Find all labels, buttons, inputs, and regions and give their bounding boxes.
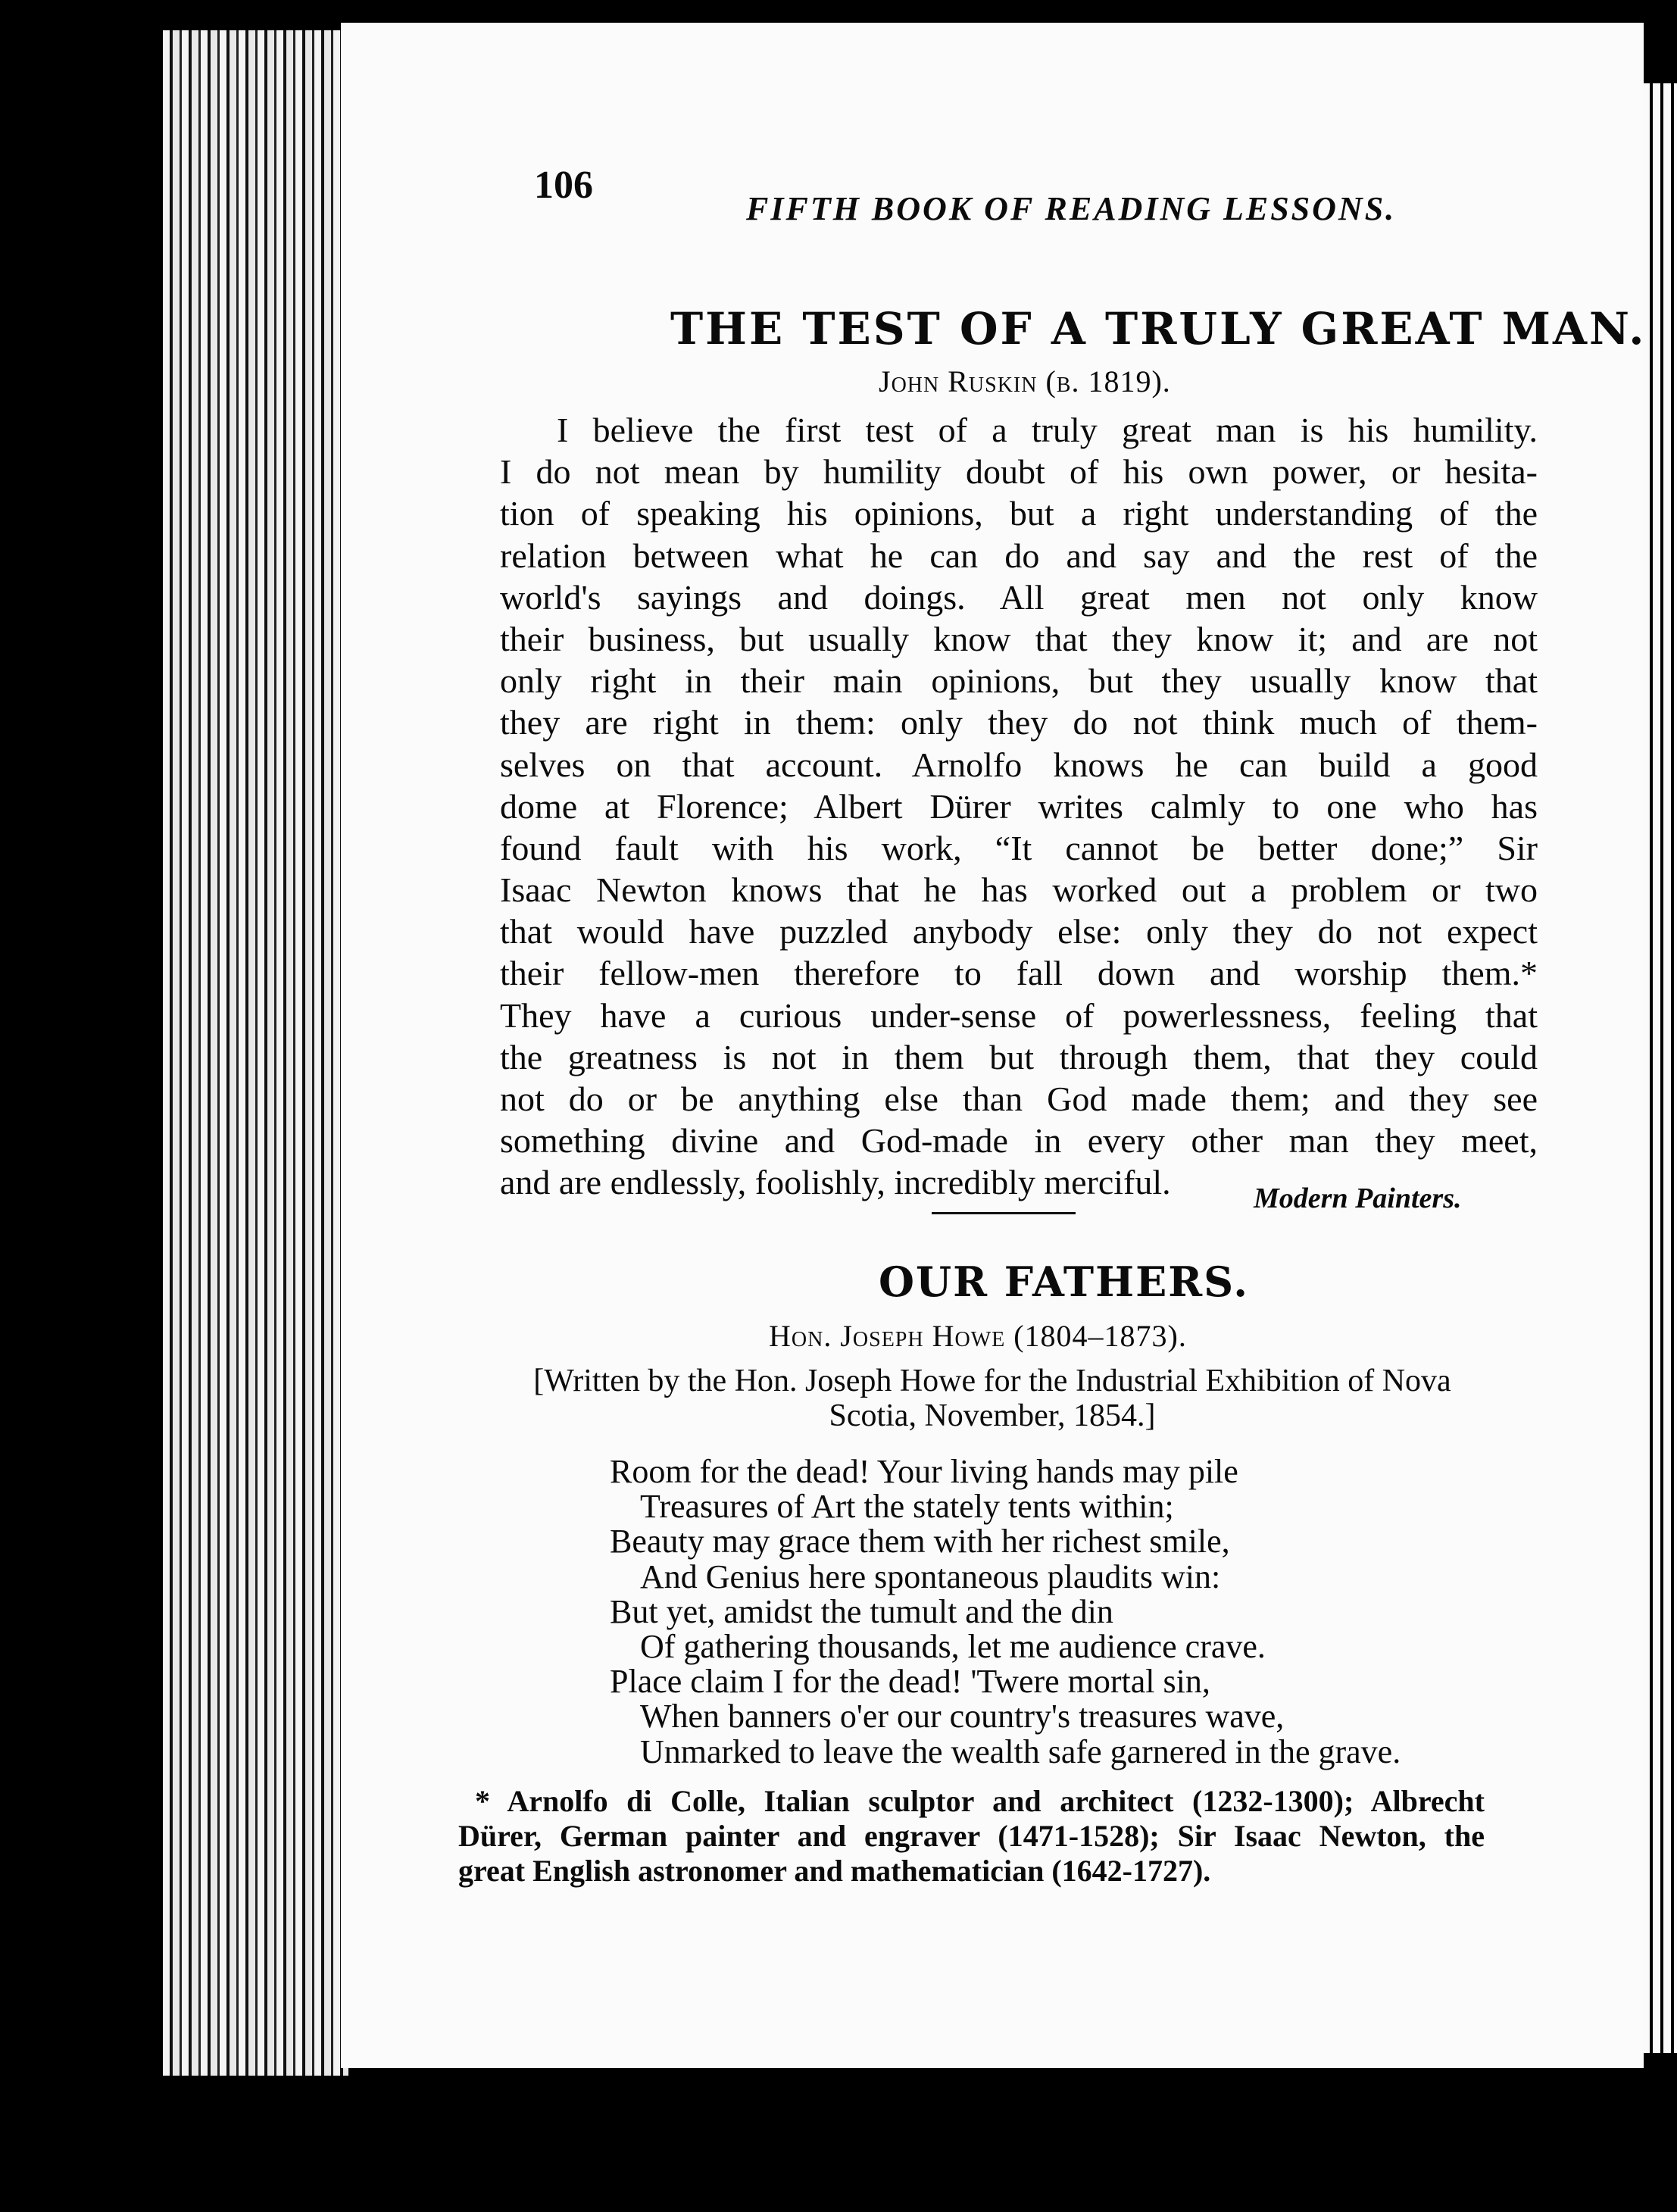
body-line: I believe the first test of a truly great man is his humility. xyxy=(557,411,1538,449)
body-line: the greatness is not in them but through them, that they could xyxy=(500,1037,1538,1076)
lesson-title-our-fathers: OUR FATHERS. xyxy=(879,1258,1250,1306)
poem-stanza xyxy=(610,1454,1401,1770)
lesson-author-ruskin: John Ruskin (b. 1819). xyxy=(879,364,1171,398)
footnote-line: great English astronomer and mathematician (1642-1727). xyxy=(458,1854,1211,1888)
page-number: 106 xyxy=(534,164,593,207)
body-line: found fault with his work, “It cannot be better done;” Sir xyxy=(500,828,1538,867)
body-line: selves on that account. Arnolfo knows he can build a good xyxy=(500,745,1538,784)
body-line: they are right in them: only they do not think much of them- xyxy=(500,703,1538,742)
body-line: world's sayings and doings. All great men not only know xyxy=(500,577,1538,617)
body-line: something divine and God-made in every other man they meet, xyxy=(500,1121,1538,1161)
body-line: They have a curious under-sense of powerlessness, feeling that xyxy=(500,995,1538,1035)
poem-line: When banners o'er our country's treasures wave, xyxy=(640,1698,1285,1736)
body-line: not do or be anything else than God made them; and they see xyxy=(500,1079,1538,1118)
lesson-author-howe: Hon. Joseph Howe (1804–1873). xyxy=(769,1319,1187,1353)
body-line: their business, but usually know that they know it; and are not xyxy=(500,619,1538,658)
footnote xyxy=(458,1784,1485,1889)
body-line: dome at Florence; Albert Dürer writes calmly to one who has xyxy=(500,786,1538,826)
lesson-body-text xyxy=(500,409,1538,1204)
lesson-title-test-of-great-man: THE TEST OF A TRULY GREAT MAN. xyxy=(670,303,1647,355)
editorial-note xyxy=(481,1364,1504,1433)
section-divider-rule xyxy=(932,1212,1076,1214)
poem-line: Unmarked to leave the wealth safe garnered in the grave. xyxy=(640,1732,1401,1770)
book-page-edges xyxy=(163,30,348,2076)
poem-line: Place claim I for the dead! 'Twere mortal sin, xyxy=(610,1663,1210,1701)
editorial-note-line: [Written by the Hon. Joseph Howe for the Industrial Exhibition of Nova xyxy=(533,1364,1451,1398)
body-line: relation between what he can do and say and the rest of the xyxy=(500,536,1538,575)
poem-line: Room for the dead! Your living hands may pile xyxy=(610,1453,1238,1490)
editorial-note-line: Scotia, November, 1854.] xyxy=(829,1398,1156,1433)
footnote-line: Dürer, German painter and engraver (1471-1528); Sir Isaac Newton, the xyxy=(458,1819,1485,1853)
body-line: only right in their main opinions, but they usually know that xyxy=(500,661,1538,701)
body-line: their fellow-men therefore to fall down and worship them.* xyxy=(500,954,1538,993)
poem-line: Treasures of Art the stately tents within; xyxy=(640,1488,1174,1526)
poem-line: And Genius here spontaneous plaudits win: xyxy=(640,1557,1221,1595)
poem-line: Beauty may grace them with her richest smile, xyxy=(610,1523,1230,1561)
lesson-source-citation: Modern Painters. xyxy=(1254,1183,1462,1214)
footnote-line: * Arnolfo di Colle, Italian sculptor and architect (1232-1300); Albrecht xyxy=(475,1784,1485,1818)
body-line: tion of speaking his opinions, but a right understanding of the xyxy=(500,494,1538,533)
body-line: and are endlessly, foolishly, incredibly merciful. xyxy=(500,1163,1171,1202)
poem-line: But yet, amidst the tumult and the din xyxy=(610,1592,1113,1630)
running-head: FIFTH BOOK OF READING LESSONS. xyxy=(746,190,1397,227)
poem-line: Of gathering thousands, let me audience crave. xyxy=(640,1627,1266,1665)
right-page-edge xyxy=(1642,83,1677,2053)
body-line: Isaac Newton knows that he has worked out a problem or two xyxy=(500,870,1538,910)
body-line: I do not mean by humility doubt of his own power, or hesita- xyxy=(500,452,1538,492)
body-line: that would have puzzled anybody else: only they do not expect xyxy=(500,912,1538,951)
